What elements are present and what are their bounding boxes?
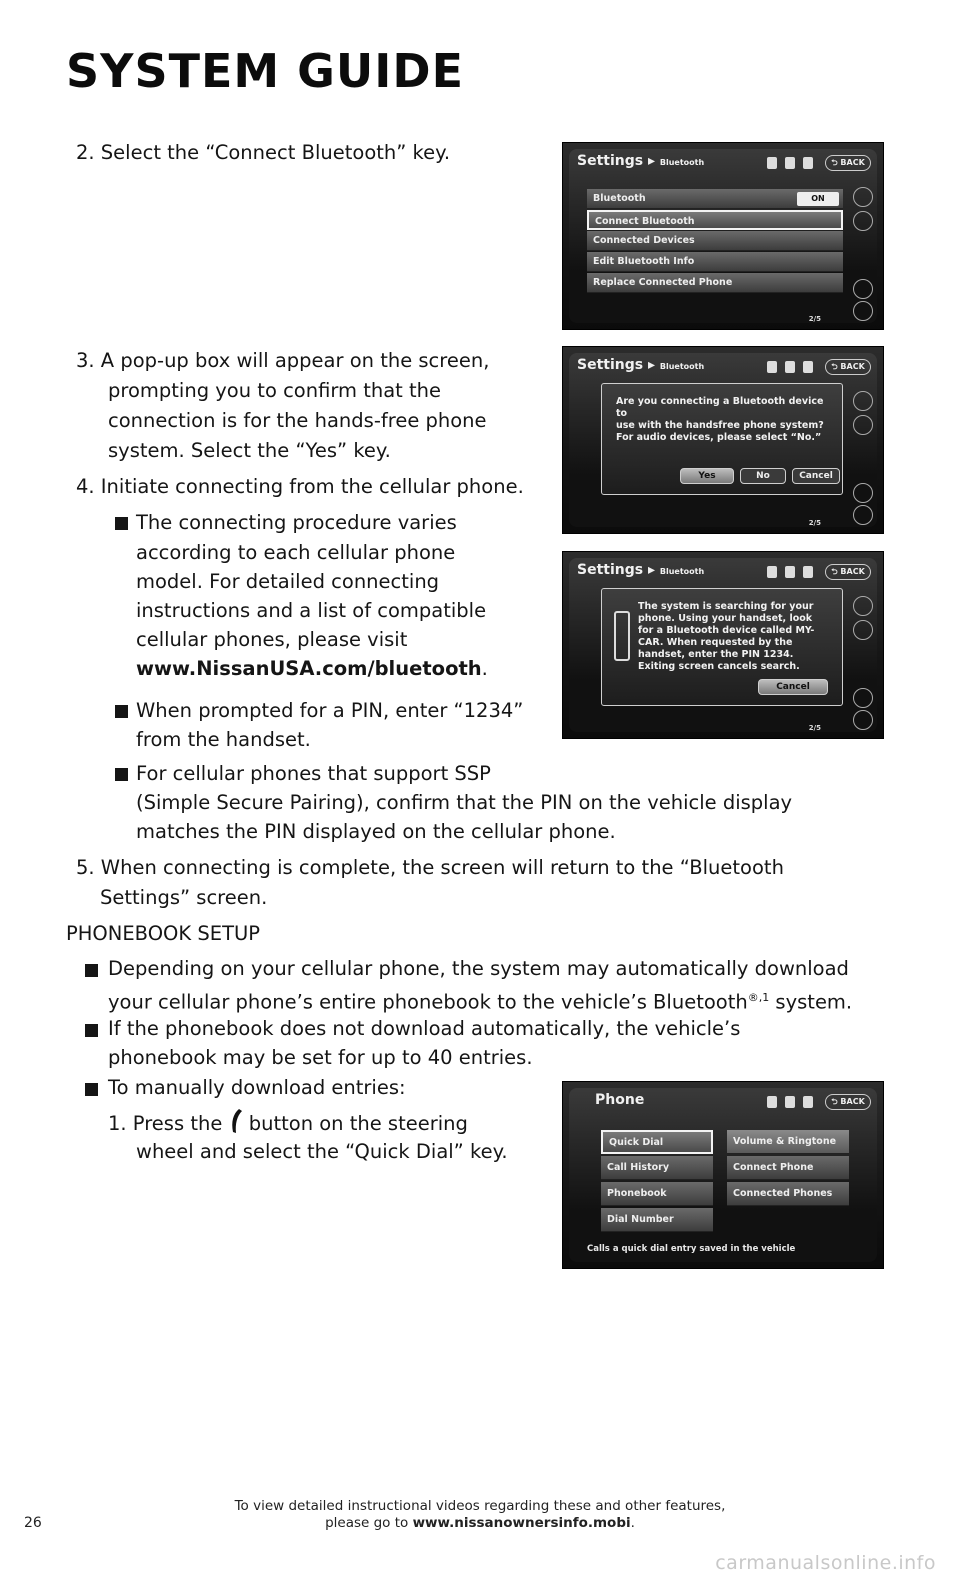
step-5-line-2: Settings” screen. [100,886,268,909]
settings-menu [587,189,843,299]
search-dialog [601,588,843,706]
back-button[interactable]: ⮌ BACK [825,359,871,375]
phonebook-step-1-line-2: wheel and select the “Quick Dial” key. [136,1140,508,1163]
scroll-up-page-icon[interactable] [853,620,873,640]
connect-phone-item[interactable]: Connect Phone [727,1156,849,1180]
scroll-up-page-icon[interactable] [853,415,873,435]
bullet-1-line-5: cellular phones, please visit [136,628,408,651]
page-indicator: 2/5 [808,315,821,323]
screen-header: Settings ▸ Bluetooth [577,153,705,169]
phonebook-bullet-1-line-2: your cellular phone’s entire phonebook to the vehicle’s Bluetooth$^{®,1}$ system. [108,990,853,1014]
owners-info-link[interactable]: www.nissanownersinfo.mobi [412,1515,631,1531]
phonebook-bullet-3: To manually download entries: [108,1076,406,1099]
screen-title: Settings [577,153,644,169]
scroll-up-icon[interactable] [853,187,873,207]
bluetooth-link[interactable]: www.NissanUSA.com/bluetooth [136,657,482,680]
yes-button[interactable]: Yes [680,468,734,484]
page-title: SYSTEM GUIDE [66,44,464,98]
menu-item-bluetooth[interactable]: Bluetooth ON [587,189,843,209]
bullet-icon [85,964,98,977]
screen-subtitle: Bluetooth [659,158,705,167]
back-button[interactable]: ⮌ BACK [825,155,871,171]
bullet-1-line-1: The connecting procedure varies [136,511,457,534]
screen-title: Phone [595,1092,645,1108]
page-number: 26 [24,1515,42,1531]
phone-menu-left [601,1130,713,1240]
step-3-line-3: connection is for the hands-free phone [108,409,487,432]
status-icons [767,359,827,375]
menu-item-replace-connected-phone[interactable]: Replace Connected Phone [587,273,843,293]
page-indicator: 2/5 [808,724,821,732]
bullet-3-line-1: For cellular phones that support SSP [136,762,491,785]
bullet-3-line-3: matches the PIN displayed on the cellular phone. [136,820,616,843]
quick-dial-item[interactable]: Quick Dial [601,1130,713,1154]
bullet-icon [115,705,128,718]
connected-phones-item[interactable]: Connected Phones [727,1182,849,1206]
confirm-dialog [601,383,843,495]
no-button[interactable]: No [740,468,786,484]
step-5-line-1: 5. When connecting is complete, the screen will return to the “Bluetooth [76,856,784,879]
bullet-2-line-1: When prompted for a PIN, enter “1234” [136,699,524,722]
phonebook-item[interactable]: Phonebook [601,1182,713,1206]
scroll-down-page-icon[interactable] [853,483,873,503]
step-3-line-2: prompting you to confirm that the [108,379,442,402]
searching-phone-screenshot [562,551,884,739]
bullet-1-line-2: according to each cellular phone [136,541,456,564]
bullet-1-line-6: www.NissanUSA.com/bluetooth. [136,657,488,680]
volume-ringtone-item[interactable]: Volume & Ringtone [727,1130,849,1154]
scroll-down-icon[interactable] [853,710,873,730]
footer-line-2: please go to www.nissanownersinfo.mobi. [325,1515,635,1531]
back-button[interactable]: ⮌ BACK [825,564,871,580]
status-icons [767,564,827,580]
scroll-down-icon[interactable] [853,301,873,321]
bullet-3-line-2: (Simple Secure Pairing), confirm that the PIN on the vehicle display [136,791,793,814]
bullet-1-line-4: instructions and a list of compatible [136,599,487,622]
dial-number-item[interactable]: Dial Number [601,1208,713,1232]
bullet-icon [115,768,128,781]
menu-item-edit-bluetooth-info[interactable]: Edit Bluetooth Info [587,252,843,272]
confirm-connection-screenshot [562,346,884,534]
phonebook-bullet-2-line-1: If the phonebook does not download automatically, the vehicle’s [108,1017,741,1040]
status-bar-text: Calls a quick dial entry saved in the vehicle [587,1244,796,1254]
screen-title: Settings [577,357,644,373]
bullet-2-line-2: from the handset. [136,728,311,751]
scroll-up-icon[interactable] [853,391,873,411]
phone-menu-right [727,1130,849,1240]
bluetooth-settings-screenshot [562,142,884,330]
bullet-icon [85,1083,98,1096]
footer-line-1: To view detailed instructional videos regarding these and other features, [234,1498,726,1514]
phone-menu-screenshot [562,1081,884,1269]
page-indicator: 2/5 [808,519,821,527]
cancel-button[interactable]: Cancel [792,468,840,484]
menu-item-connected-devices[interactable]: Connected Devices [587,231,843,251]
footer-note [0,1498,960,1532]
bullet-icon [85,1024,98,1037]
dialog-message: Are you connecting a Bluetooth device to use with the handsfree phone system? For audio devices, please select “No.” [616,396,824,443]
phonebook-step-1-line-1: 1. Press the button on the steering [108,1108,468,1139]
scroll-up-icon[interactable] [853,596,873,616]
dialog-message: The system is searching for your phone. Using your handset, look for a Bluetooth device called MY- CAR. When requested by the handset, enter the PIN 1234. Exiting screen cancels search. [638,601,815,672]
watermark: carmanualsonline.info [715,1552,936,1574]
phonebook-heading: PHONEBOOK SETUP [66,922,261,945]
step-3-line-4: system. Select the “Yes” key. [108,439,391,462]
status-icons [767,155,827,171]
screen-title: Settings [577,562,644,578]
phonebook-bullet-2-line-2: phonebook may be set for up to 40 entries. [108,1046,533,1069]
scroll-up-page-icon[interactable] [853,211,873,231]
scroll-down-icon[interactable] [853,505,873,525]
back-button[interactable]: ⮌ BACK [825,1094,871,1110]
bluetooth-on-toggle[interactable]: ON [797,192,839,206]
phone-icon [614,611,630,661]
step-3-line-1: 3. A pop-up box will appear on the screen, [76,349,490,372]
cancel-search-button[interactable]: Cancel [758,679,828,695]
screen-subtitle: Bluetooth [659,362,705,371]
screen-subtitle: Bluetooth [659,567,705,576]
phonebook-bullet-1-line-1: Depending on your cellular phone, the system may automatically download [108,957,849,980]
phone-handset-icon [229,1108,243,1134]
call-history-item[interactable]: Call History [601,1156,713,1180]
bullet-icon [115,517,128,530]
step-2-text: 2. Select the “Connect Bluetooth” key. [76,141,451,164]
scroll-down-page-icon[interactable] [853,279,873,299]
scroll-down-page-icon[interactable] [853,688,873,708]
step-4-text: 4. Initiate connecting from the cellular phone. [76,475,524,498]
menu-item-connect-bluetooth[interactable]: Connect Bluetooth [587,210,843,230]
status-icons [767,1094,827,1110]
bullet-1-line-3: model. For detailed connecting [136,570,440,593]
screen-header: Settings ▸ Bluetooth [577,562,705,578]
screen-header: Settings ▸ Bluetooth [577,357,705,373]
